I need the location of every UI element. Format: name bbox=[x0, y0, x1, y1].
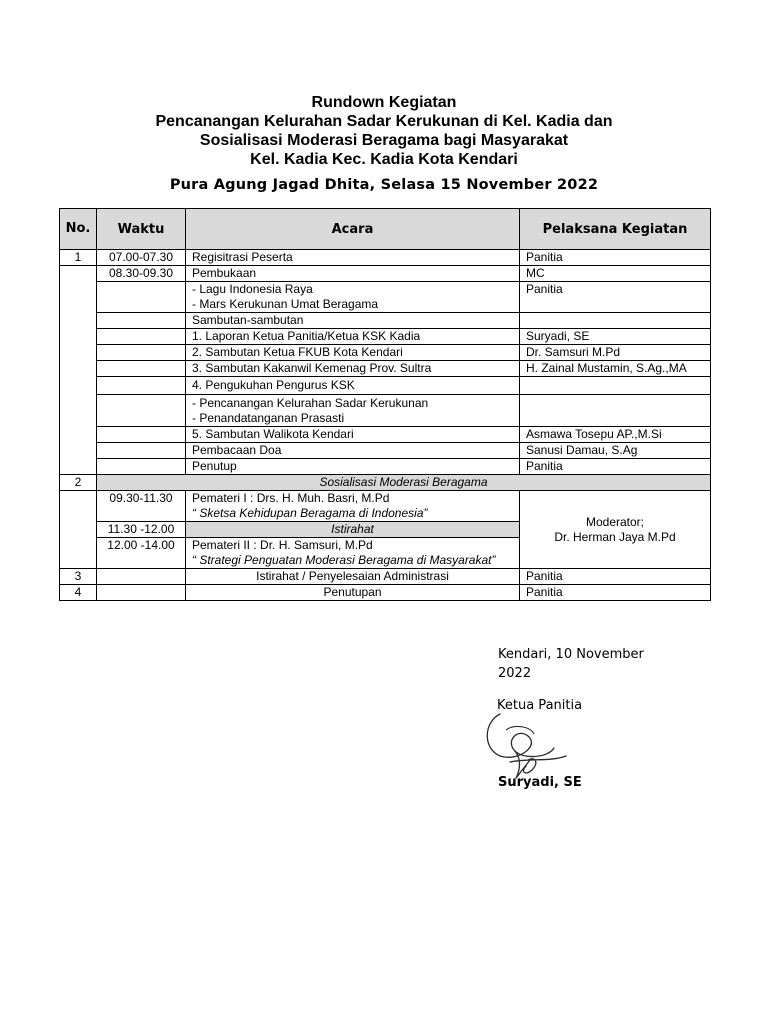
title-line-2: Pencanangan Kelurahan Sadar Kerukunan di Kel. Kadia dan bbox=[155, 113, 613, 130]
table-row bbox=[60, 585, 711, 601]
row-pelaksana: Panitia bbox=[520, 250, 711, 266]
header-pelaksana: Pelaksana Kegiatan bbox=[520, 209, 711, 250]
row-waktu: 12.00 -14.00 bbox=[97, 538, 186, 569]
row-acara: Istirahat bbox=[186, 522, 520, 538]
table-row bbox=[60, 345, 711, 361]
title-line-4: Kel. Kadia Kec. Kadia Kota Kendari bbox=[250, 151, 518, 168]
row-pelaksana: MC bbox=[520, 266, 711, 282]
row-waktu-empty bbox=[97, 361, 186, 377]
moderator-label: Moderator; bbox=[585, 514, 645, 529]
row-waktu-empty bbox=[97, 282, 186, 313]
row-waktu: 07.00-07.30 bbox=[97, 250, 186, 266]
row-acara: 1. Laporan Ketua Panitia/Ketua KSK Kadia bbox=[186, 329, 520, 345]
title-line-1: Rundown Kegiatan bbox=[311, 94, 457, 111]
acara-line: - Penandatanganan Prasasti bbox=[192, 411, 345, 425]
acara-line: - Lagu Indonesia Raya bbox=[192, 282, 313, 296]
acara-line: - Mars Kerukunan Umat Beragama bbox=[192, 297, 379, 311]
row-acara bbox=[186, 538, 520, 569]
header-no: No. bbox=[60, 209, 97, 250]
row-waktu-empty bbox=[97, 569, 186, 585]
row-acara: 4. Pengukuhan Pengurus KSK bbox=[186, 377, 520, 395]
signature-date-line-2: 2022 bbox=[498, 666, 532, 681]
acara-line: - Pencanangan Kelurahan Sadar Kerukunan bbox=[192, 396, 429, 410]
signature-date-line-1: Kendari, 10 November bbox=[498, 647, 644, 662]
row-waktu-empty bbox=[97, 395, 186, 427]
row-acara bbox=[186, 395, 520, 427]
row-acara: Penutupan bbox=[186, 585, 520, 601]
signature-date bbox=[498, 645, 644, 683]
table-row bbox=[60, 459, 711, 475]
row-pelaksana-empty bbox=[520, 377, 711, 395]
row-waktu-empty bbox=[97, 443, 186, 459]
document-title bbox=[0, 93, 768, 169]
row-pelaksana: Asmawa Tosepu AP.,M.Si bbox=[520, 427, 711, 443]
row-waktu: 08.30-09.30 bbox=[97, 266, 186, 282]
row-no: 2 bbox=[60, 475, 97, 491]
row-no: 1 bbox=[60, 250, 97, 266]
signature-role: Ketua Panitia bbox=[497, 698, 583, 713]
row-acara: 5. Sambutan Walikota Kendari bbox=[186, 427, 520, 443]
row-no-empty bbox=[60, 491, 97, 569]
signature-name: Suryadi, SE bbox=[498, 775, 582, 790]
row-pelaksana: Panitia bbox=[520, 459, 711, 475]
table-row bbox=[60, 282, 711, 313]
row-pelaksana: Sanusi Damau, S.Ag bbox=[520, 443, 711, 459]
row-acara: 2. Sambutan Ketua FKUB Kota Kendari bbox=[186, 345, 520, 361]
row-waktu-empty bbox=[97, 585, 186, 601]
table-row bbox=[60, 266, 711, 282]
row-acara bbox=[186, 282, 520, 313]
row-acara: Istirahat / Penyelesaian Administrasi bbox=[186, 569, 520, 585]
table-row bbox=[60, 443, 711, 459]
moderator-name: Dr. Herman Jaya M.Pd bbox=[554, 529, 676, 544]
acara-line: “ Strategi Penguatan Moderasi Beragama di Masyarakat” bbox=[192, 553, 496, 567]
row-acara: Pembacaan Doa bbox=[186, 443, 520, 459]
moderator-cell bbox=[520, 491, 711, 569]
row-no: 3 bbox=[60, 569, 97, 585]
row-waktu-empty bbox=[97, 459, 186, 475]
table-row bbox=[60, 250, 711, 266]
row-pelaksana: H. Zainal Mustamin, S.Ag.,MA bbox=[520, 361, 711, 377]
venue-date: Pura Agung Jagad Dhita, Selasa 15 November 2022 bbox=[169, 177, 599, 193]
rundown-table bbox=[59, 208, 711, 601]
row-pelaksana: Dr. Samsuri M.Pd bbox=[520, 345, 711, 361]
title-line-3: Sosialisasi Moderasi Beragama bagi Masyarakat bbox=[199, 132, 569, 149]
row-pelaksana-empty bbox=[520, 313, 711, 329]
row-waktu: 11.30 -12.00 bbox=[97, 522, 186, 538]
row-waktu-empty bbox=[97, 427, 186, 443]
row-acara: 3. Sambutan Kakanwil Kemenag Prov. Sultra bbox=[186, 361, 520, 377]
row-waktu-empty bbox=[97, 313, 186, 329]
row-waktu: 09.30-11.30 bbox=[97, 491, 186, 522]
section-heading: Sosialisasi Moderasi Beragama bbox=[97, 475, 711, 491]
row-acara: Penutup bbox=[186, 459, 520, 475]
row-pelaksana-empty bbox=[520, 395, 711, 427]
row-acara: Sambutan-sambutan bbox=[186, 313, 520, 329]
table-row bbox=[60, 475, 711, 491]
table-row bbox=[60, 361, 711, 377]
row-pelaksana: Panitia bbox=[520, 282, 711, 313]
table-row bbox=[60, 329, 711, 345]
table-row bbox=[60, 377, 711, 395]
header-waktu: Waktu bbox=[97, 209, 186, 250]
table-row bbox=[60, 569, 711, 585]
row-acara: Pembukaan bbox=[186, 266, 520, 282]
row-no: 4 bbox=[60, 585, 97, 601]
acara-line: “ Sketsa Kehidupan Beragama di Indonesia” bbox=[192, 506, 428, 520]
table-row bbox=[60, 313, 711, 329]
row-waktu-empty bbox=[97, 345, 186, 361]
row-pelaksana: Panitia bbox=[520, 585, 711, 601]
table-row bbox=[60, 427, 711, 443]
row-acara bbox=[186, 491, 520, 522]
acara-line: Pemateri II : Dr. H. Samsuri, M.Pd bbox=[192, 538, 373, 552]
row-pelaksana: Suryadi, SE bbox=[520, 329, 711, 345]
row-no-empty bbox=[60, 266, 97, 475]
row-acara: Regisitrasi Peserta bbox=[186, 250, 520, 266]
table-row bbox=[60, 491, 711, 522]
row-waktu-empty bbox=[97, 329, 186, 345]
table-row bbox=[60, 395, 711, 427]
table-header-row bbox=[60, 209, 711, 250]
acara-line: Pemateri I : Drs. H. Muh. Basri, M.Pd bbox=[192, 491, 390, 505]
row-waktu-empty bbox=[97, 377, 186, 395]
row-pelaksana: Panitia bbox=[520, 569, 711, 585]
header-acara: Acara bbox=[186, 209, 520, 250]
